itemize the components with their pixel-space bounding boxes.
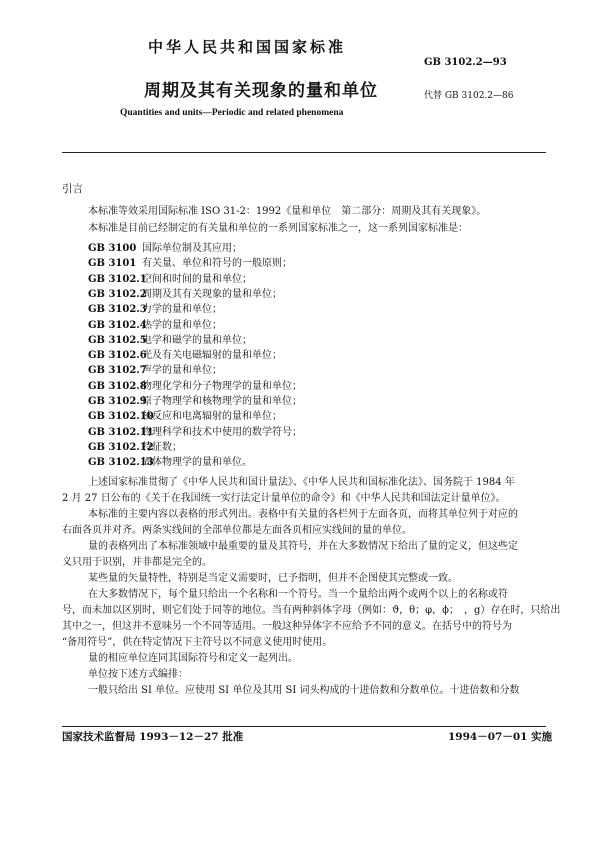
standard-title: 声学的量和单位； <box>142 365 222 377</box>
standard-list-item <box>88 254 292 269</box>
document-title-en: Quantities and units—Periodic and related phenomena <box>120 108 344 118</box>
standard-title: 力学的量和单位； <box>142 304 222 316</box>
intro-paragraph-2: 本标准是目前已经制定的有关量和单位的一系列国家标准之一，这一系列国家标准是： <box>88 223 468 234</box>
intro-paragraph-3-line-2: 2 月 27 日公布的《关于在我国统一实行法定计量单位的命令》和《中华人民共和国法定计量单位》。 <box>62 493 506 504</box>
intro-paragraph-9: 单位按下述方式编排： <box>88 669 188 680</box>
standard-list-item <box>88 239 242 254</box>
standard-list-item <box>88 392 302 407</box>
standard-list-item <box>88 453 252 468</box>
standard-title: 物理化学和分子物理学的量和单位； <box>142 380 302 392</box>
intro-paragraph-7-line-1: 在大多数情况下，每个量只给出一个名称和一个符号。当一个量给出两个或两个以上的名称或符 <box>88 589 508 600</box>
effective-date: 1994－07－01 实施 <box>448 731 553 743</box>
standard-code: GB 3102.8 <box>88 380 147 392</box>
standard-list-item <box>88 346 282 361</box>
standard-title: 原子物理学和核物理学的量和单位； <box>142 396 302 407</box>
standard-title: 核反应和电离辐射的量和单位； <box>142 411 282 423</box>
standard-title: 特征数； <box>142 441 182 453</box>
intro-paragraph-10: 一般只给出 SI 单位。应使用 SI 单位及其用 SI 词头构成的十进倍数和分数单位。十进倍数和分数 <box>88 685 520 696</box>
approval-note: 国家技术监督局 1993－12－27 批准 <box>62 731 244 743</box>
intro-paragraph-8: 量的相应单位连同其国际符号和定义一起列出。 <box>88 653 298 664</box>
standard-list-item <box>88 423 302 438</box>
standard-list-item <box>88 270 252 285</box>
intro-paragraph-7-line-3: 其中之一，但这并不意味另一个不同等适用。一般这种异体字不应给予不同的意义。在括号中的符号为 <box>62 621 512 632</box>
standard-code: GB 3102.5 <box>88 334 147 346</box>
standard-title: 空间和时间的量和单位； <box>142 273 252 285</box>
standard-list-item <box>88 377 302 392</box>
standard-title: 热学的量和单位； <box>142 319 222 331</box>
standard-list-item <box>88 361 222 376</box>
standard-list-item <box>88 438 182 453</box>
standard-code: GB 3102.1 <box>88 273 147 285</box>
standard-title: 固体物理学的量和单位。 <box>142 457 252 469</box>
standard-code: GB 3100 <box>88 243 137 254</box>
standard-code: GB 3102.2 <box>88 288 147 300</box>
standard-code: GB 3102.7 <box>88 365 147 377</box>
standard-code: GB 3102.11 <box>88 426 154 438</box>
standard-list-item <box>88 407 282 422</box>
standard-number: GB 3102.2—93 <box>424 57 507 68</box>
intro-paragraph-4-line-2: 右面各页并对齐。两条实线间的全部单位都是左面各页相应实线间的量的单位。 <box>62 525 412 536</box>
intro-paragraph-5-line-1: 量的表格列出了本标准领域中最重要的量及其符号，并在大多数情况下给出了量的定义，但这些定 <box>88 541 518 552</box>
standard-code: GB 3102.6 <box>88 350 147 362</box>
replaces-note: 代替 GB 3102.2—86 <box>424 91 514 101</box>
standard-list-item <box>88 331 252 346</box>
standard-title: 光及有关电磁辐射的量和单位； <box>142 350 282 362</box>
standard-code: GB 3101 <box>88 258 137 270</box>
intro-paragraph-5-line-2: 义只用于识别，并非都是完全的。 <box>62 557 212 568</box>
standard-code: GB 3102.10 <box>88 411 154 423</box>
header-rule <box>62 152 546 153</box>
standard-list-item <box>88 285 282 300</box>
intro-paragraph-3-line-1: 上述国家标准贯彻了《中华人民共和国计量法》、《中华人民共和国标准化法》、国务院于 1984 年 <box>88 477 515 488</box>
standard-code: GB 3102.4 <box>88 319 147 331</box>
standard-code: GB 3102.9 <box>88 396 147 407</box>
standard-title: 有关量、单位和符号的一般原则； <box>142 258 292 270</box>
standard-title: 电学和磁学的量和单位； <box>142 334 252 346</box>
intro-paragraph-6: 某些量的矢量特性，特别是当定义需要时，已予指明，但并不企图使其完整或一致。 <box>88 573 458 584</box>
standard-category: 中华人民共和国国家标准 <box>148 38 347 56</box>
standard-code: GB 3102.13 <box>88 457 154 469</box>
intro-paragraph-7-line-2: 号，而未加以区别时，则它们处于同等的地位。当有两种斜体字母（例如：ϑ，θ；φ，ϕ； ，g）存在时，只给出 <box>62 605 561 616</box>
footer-rule <box>62 726 546 727</box>
standard-title: 周期及其有关现象的量和单位； <box>142 288 282 300</box>
intro-paragraph-7-line-4: “备用符号”，供在特定情况下主符号以不同意义使用时使用。 <box>62 637 333 648</box>
intro-paragraph-1: 本标准等效采用国际标准 ISO 31-2：1992《量和单位 第二部分：周期及其有关现象》。 <box>88 206 487 217</box>
standard-code: GB 3102.12 <box>88 441 154 453</box>
standard-list-item <box>88 300 222 315</box>
section-heading-intro: 引言 <box>62 183 83 195</box>
standard-title: 物理科学和技术中使用的数学符号； <box>142 426 302 438</box>
standard-list-item <box>88 316 222 331</box>
standard-title: 国际单位制及其应用； <box>142 243 242 254</box>
document-title-cn: 周期及其有关现象的量和单位 <box>144 81 378 101</box>
intro-paragraph-4-line-1: 本标准的主要内容以表格的形式列出。表格中有关量的各栏列于左面各页，而将其单位列于对应的 <box>88 509 518 520</box>
standard-code: GB 3102.3 <box>88 304 147 316</box>
